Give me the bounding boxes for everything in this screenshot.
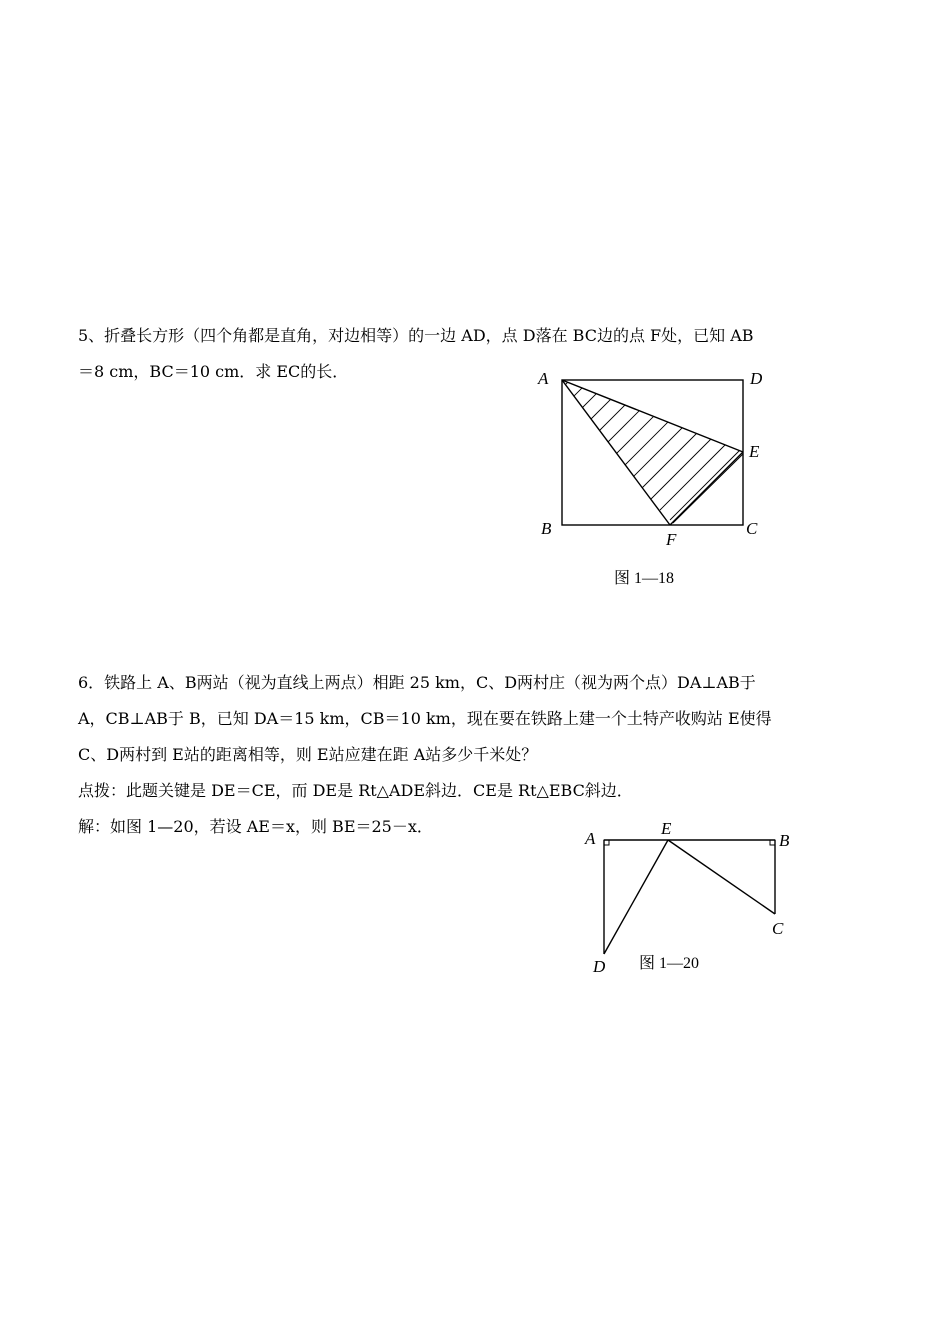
right-angle-a: [604, 840, 609, 845]
label-a: A: [585, 829, 596, 848]
label-d: D: [593, 957, 606, 976]
label-b: B: [541, 519, 552, 538]
label-e: E: [661, 819, 672, 838]
label-b: B: [779, 831, 790, 850]
problem6-solution: 解：如图 1—20，若设 AE＝x，则 BE＝25－x．: [78, 817, 433, 836]
label-a: A: [538, 369, 549, 388]
problem6-line3: C、D两村到 E站的距离相等，则 E站应建在距 A站多少千米处？: [78, 745, 538, 764]
problem5-line2: ＝8 cm，BC＝10 cm．求 EC的长．: [78, 362, 349, 381]
figure-caption-1-20: 图 1—20: [639, 955, 700, 972]
problem6-line2: A，CB⊥AB于 B，已知 DA＝15 km，CB＝10 km，现在要在铁路上建一个土特产收购站 E使得: [78, 709, 772, 728]
segment-de: [604, 840, 668, 954]
right-angle-b: [770, 840, 775, 845]
label-d: D: [750, 369, 763, 388]
figure-caption-1-18: 图 1—18: [614, 570, 675, 587]
segment-fe-2: [673, 454, 743, 523]
figure-1-18: [530, 360, 780, 595]
label-e: E: [749, 442, 760, 461]
problem6-hint: 点拨：此题关键是 DE＝CE，而 DE是 Rt△ADE斜边．CE是 Rt△EBC斜边．: [78, 781, 633, 800]
label-f: F: [666, 530, 677, 549]
rectangle-abcd: [562, 380, 743, 525]
figure-1-20: [575, 812, 815, 987]
problem6-line1: 6．铁路上 A、B两站（视为直线上两点）相距 25 km，C、D两村庄（视为两个点）DA⊥AB于: [78, 673, 756, 692]
label-c: C: [772, 919, 784, 938]
segment-ec: [668, 840, 775, 914]
label-c: C: [746, 519, 758, 538]
hatching: [550, 360, 760, 540]
problem5-line1: 5、折叠长方形（四个角都是直角，对边相等）的一边 AD，点 D落在 BC边的点 F处，已知 AB: [78, 326, 754, 345]
